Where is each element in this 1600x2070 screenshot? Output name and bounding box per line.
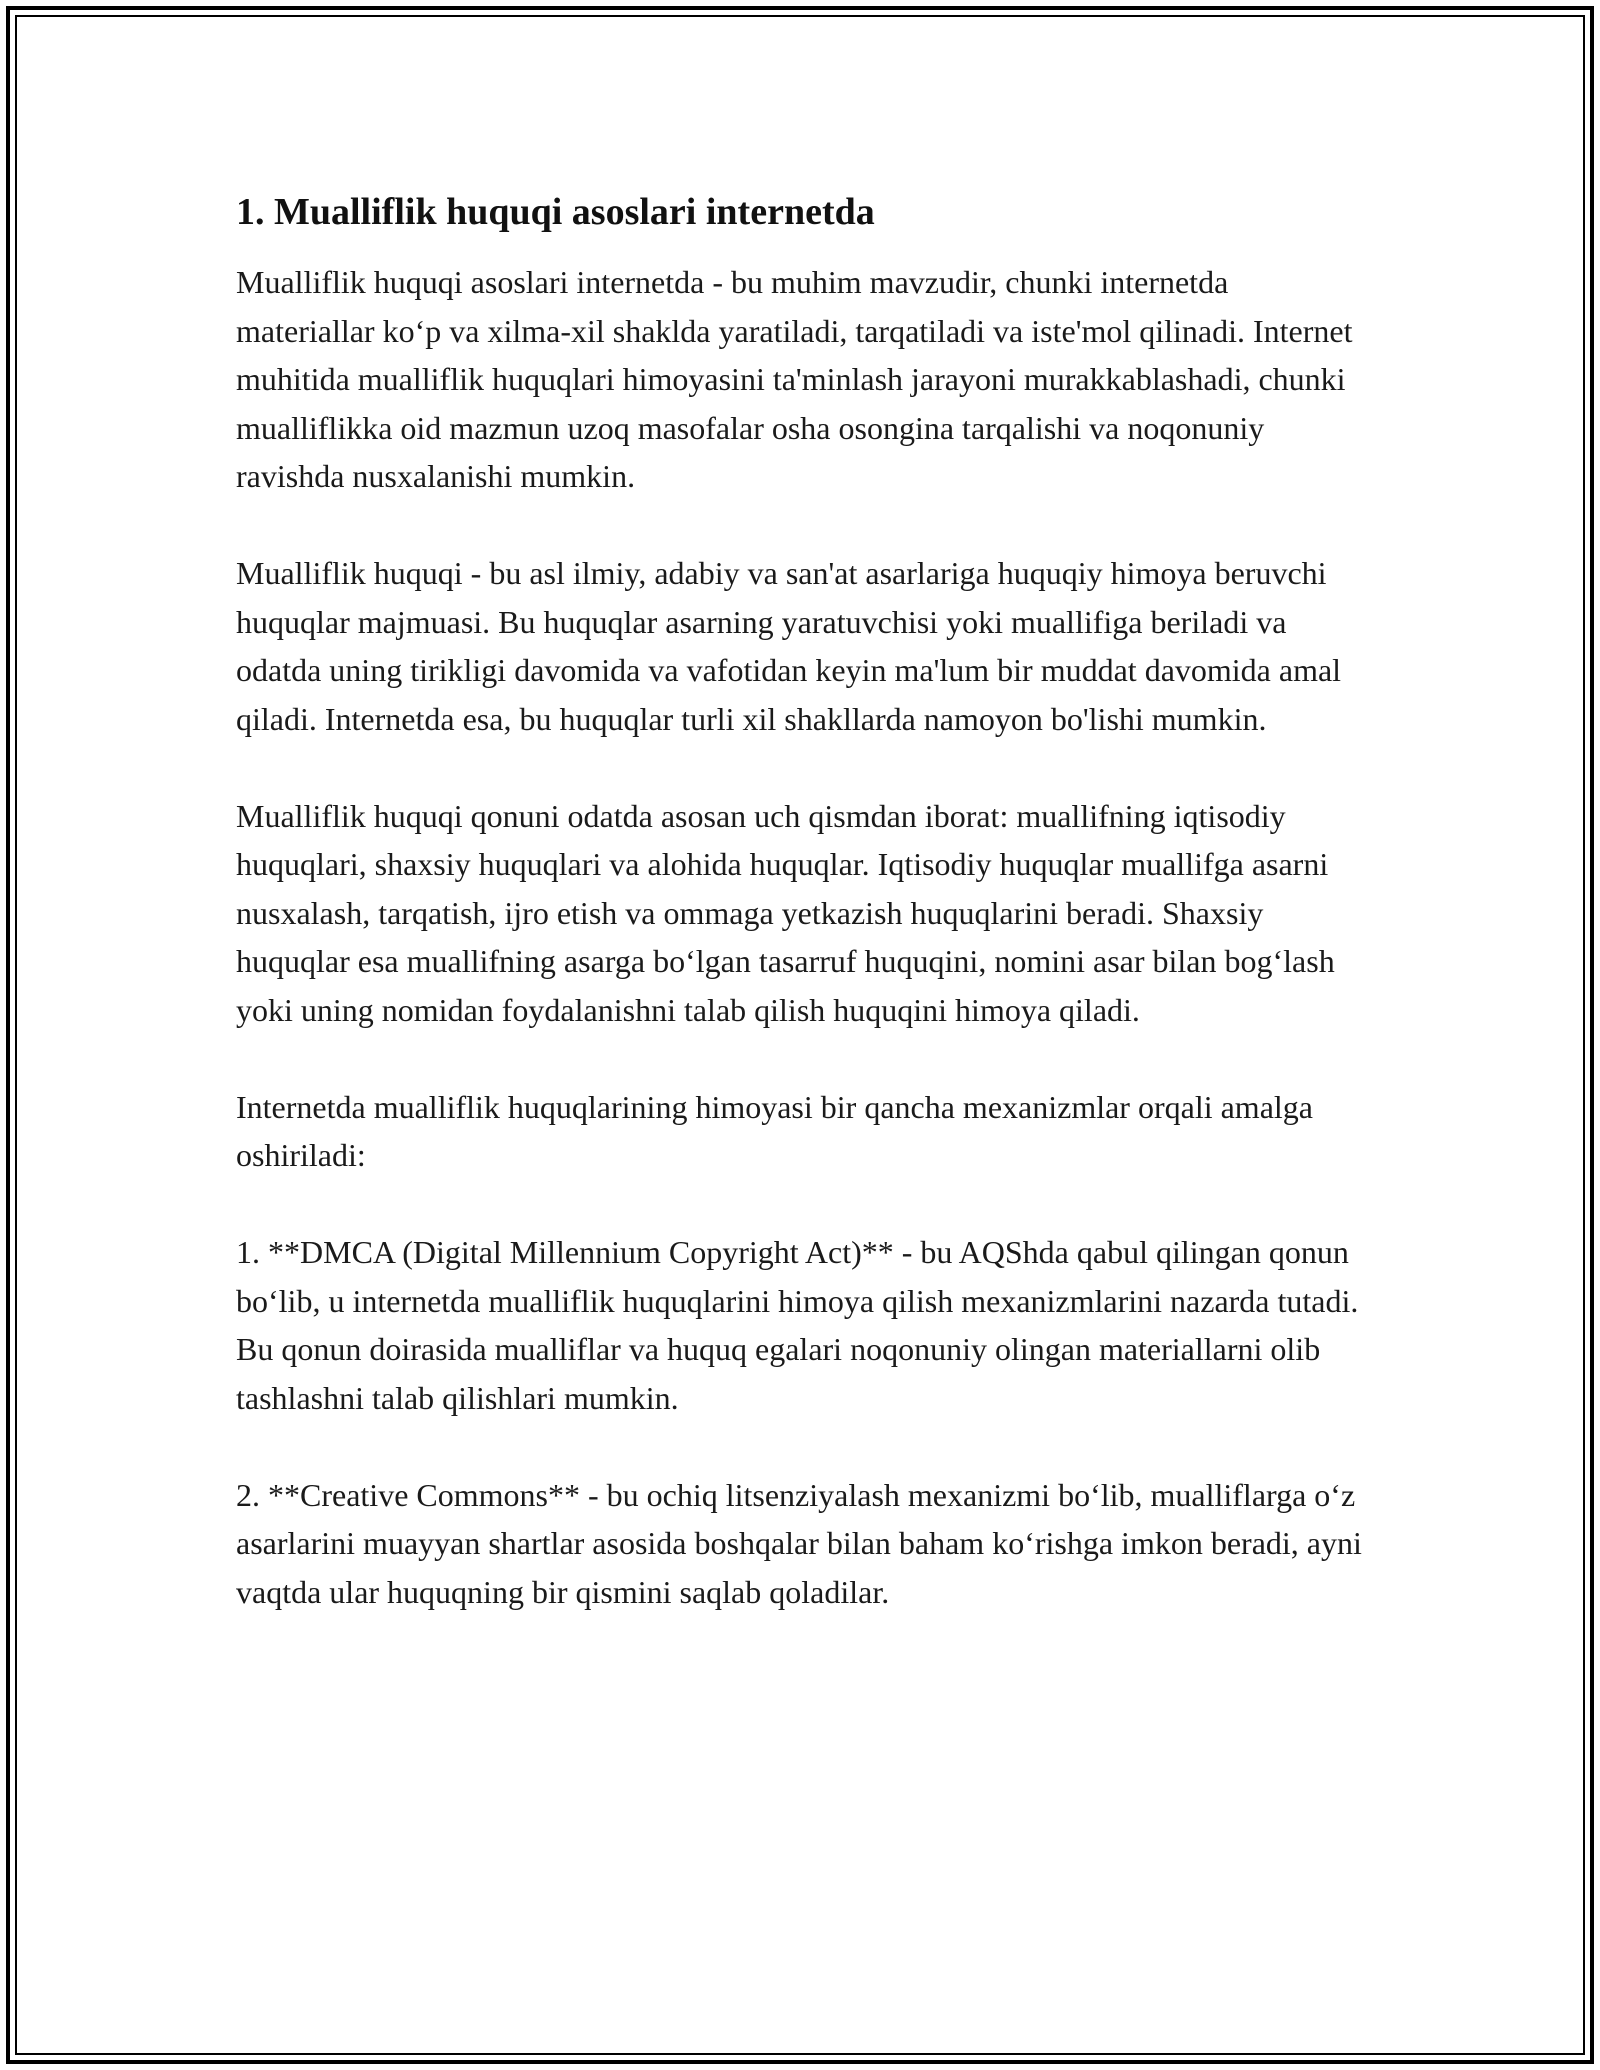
document-body — [236, 188, 1366, 1665]
paragraph-law-parts: Mualliflik huquqi qonuni odatda asosan uch qismdan iborat: muallifning iqtisodiy huquqlari, shaxsiy huquqlari va alohida huquqlar. Iqtisodiy huquqlar muallifga asarni nusxalash, tarqatish, ijro etish va ommaga yetkazish huquqlarini beradi. Shaxsiy huquqlar esa muallifning asarga bo‘lgan tasarruf huquqini, nomini asar bilan bog‘lash yoki uning nomidan foydalanishni talab qilish huquqini himoya qiladi. — [236, 797, 1335, 1028]
section-heading: 1. Mualliflik huquqi asoslari internetda — [236, 191, 875, 233]
list-item-creative-commons: 2. **Creative Commons** - bu ochiq litsenziyalash mexanizmi bo‘lib, mualliflarga o‘z asarlarini muayyan shartlar asosida boshqalar bilan baham ko‘rishga imkon beradi, ayni vaqtda ular huquqning bir qismini saqlab qoladilar. — [236, 1476, 1362, 1610]
paragraph-mechanisms-intro: Internetda mualliflik huquqlarining himoyasi bir qancha mexanizmlar orqali amalga oshiriladi: — [236, 1088, 1313, 1173]
paragraph-definition: Mualliflik huquqi - bu asl ilmiy, adabiy va san'at asarlariga huquqiy himoya beruvchi huquqlar majmuasi. Bu huquqlar asarning yaratuvchisi yoki muallifiga beriladi va odatda uning tirikligi davomida va vafotidan keyin ma'lum bir muddat davomida amal qiladi. Internetda esa, bu huquqlar turli xil shakllarda namoyon bo'lishi mumkin. — [236, 555, 1342, 737]
list-item-dmca: 1. **DMCA (Digital Millennium Copyright Act)** - bu AQShda qabul qilingan qonun bo‘lib, u internetda mualliflik huquqlarini himoya qilish mexanizmlarini nazarda tutadi. Bu qonun doirasida mualliflar va huquq egalari noqonuniy olingan materiallarni olib tashlashni talab qilishlari mumkin. — [236, 1234, 1359, 1416]
paragraph-intro: Mualliflik huquqi asoslari internetda - bu muhim mavzudir, chunki internetda materiallar ko‘p va xilma-xil shaklda yaratiladi, tarqatiladi va iste'mol qilinadi. Internet muhitida mualliflik huquqlari himoyasini ta'minlash jarayoni murakkablashadi, chunki mualliflikka oid mazmun uzoq masofalar osha osongina tarqalishi va noqonuniy ravishda nusxalanishi mumkin. — [236, 264, 1353, 494]
